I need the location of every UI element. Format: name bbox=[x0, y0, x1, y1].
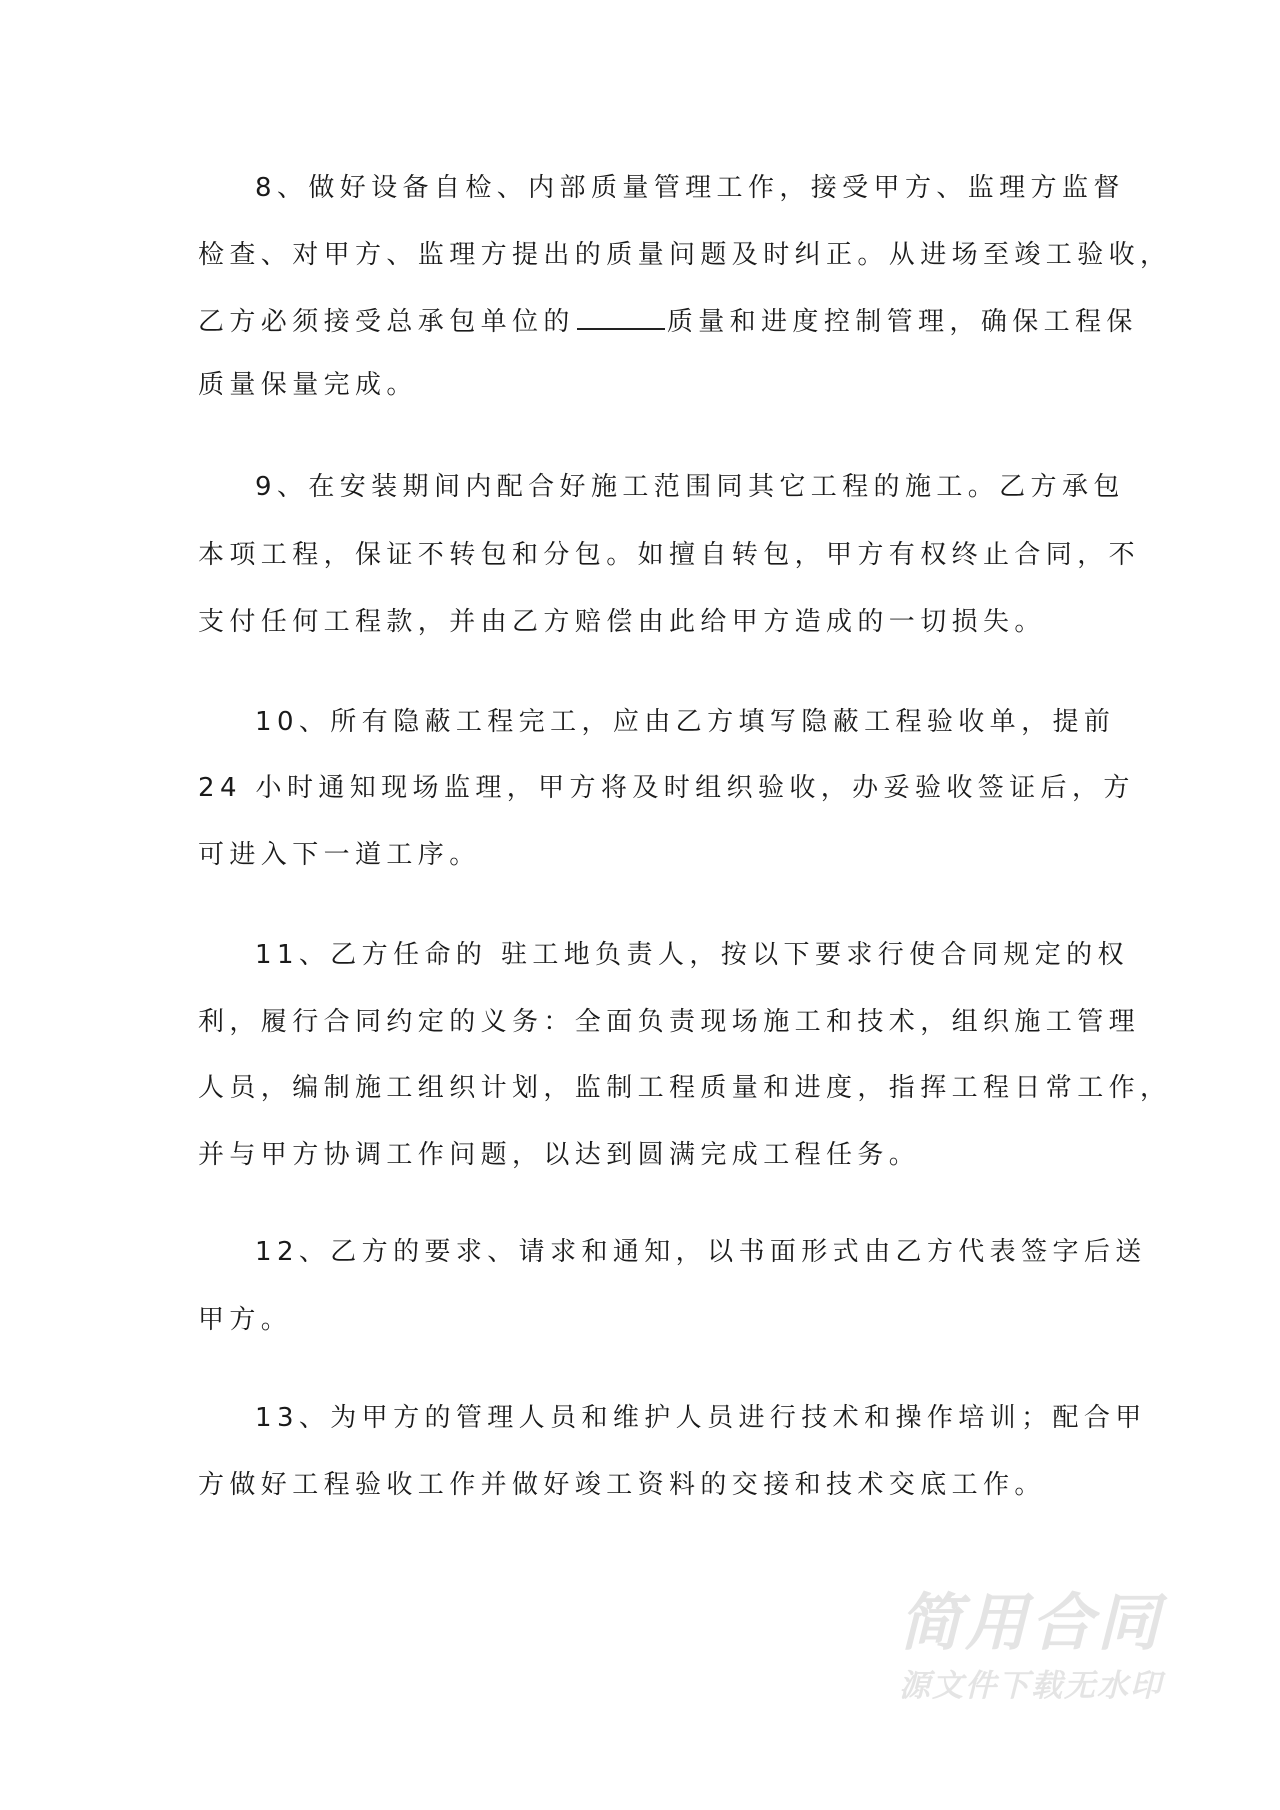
watermark bbox=[885, 1588, 1177, 1706]
clause-13-line-2: 方做好工程验收工作并做好竣工资料的交接和技术交底工作。 bbox=[198, 1470, 1046, 1500]
clause-9-line-1: 9、在安装期间内配合好施工范围同其它工程的施工。乙方承包 bbox=[255, 472, 1125, 502]
clause-10-line-1: 10、所有隐蔽工程完工，应由乙方填写隐蔽工程验收单，提前 bbox=[255, 707, 1116, 737]
clause-8-line-3-after-blank: 质量和进度控制管理，确保工程保 bbox=[666, 307, 1138, 337]
clause-9-line-3: 支付任何工程款，并由乙方赔偿由此给甲方造成的一切损失。 bbox=[198, 607, 1046, 637]
clause-10-line-2: 24 小时通知现场监理，甲方将及时组织验收，办妥验收签证后，方 bbox=[198, 773, 1135, 803]
clause-12-line-2: 甲方。 bbox=[198, 1305, 293, 1335]
clause-11-line-3: 人员，编制施工组织计划，监制工程质量和进度，指挥工程日常工作， bbox=[198, 1073, 1172, 1103]
clause-11-line-4: 并与甲方协调工作问题，以达到圆满完成工程任务。 bbox=[198, 1140, 921, 1170]
watermark-title: 简用合同 bbox=[898, 1586, 1163, 1659]
clause-8-line-3 bbox=[198, 300, 1138, 340]
clause-8-line-1: 8、做好设备自检、内部质量管理工作，接受甲方、监理方监督 bbox=[255, 173, 1125, 203]
clause-8-line-3-before-blank: 乙方必须接受总承包单位的 bbox=[198, 307, 575, 337]
fill-in-blank bbox=[577, 300, 665, 330]
clause-8-line-4: 质量保量完成。 bbox=[198, 370, 418, 400]
clause-8-line-2: 检查、对甲方、监理方提出的质量问题及时纠正。从进场至竣工验收， bbox=[198, 240, 1172, 270]
clause-13-line-1: 13、为甲方的管理人员和维护人员进行技术和操作培训；配合甲 bbox=[255, 1403, 1147, 1433]
watermark-subtitle: 源文件下载无水印 bbox=[899, 1668, 1163, 1704]
clause-12-line-1: 12、乙方的要求、请求和通知，以书面形式由乙方代表签字后送 bbox=[255, 1237, 1147, 1267]
clause-10-line-3: 可进入下一道工序。 bbox=[198, 840, 481, 870]
clause-11-line-2: 利，履行合同约定的义务：全面负责现场施工和技术，组织施工管理 bbox=[198, 1007, 1141, 1037]
clause-11-line-1: 11、乙方任命的 驻工地负责人，按以下要求行使合同规定的权 bbox=[255, 940, 1129, 970]
clause-9-line-2: 本项工程，保证不转包和分包。如擅自转包，甲方有权终止合同，不 bbox=[198, 540, 1141, 570]
